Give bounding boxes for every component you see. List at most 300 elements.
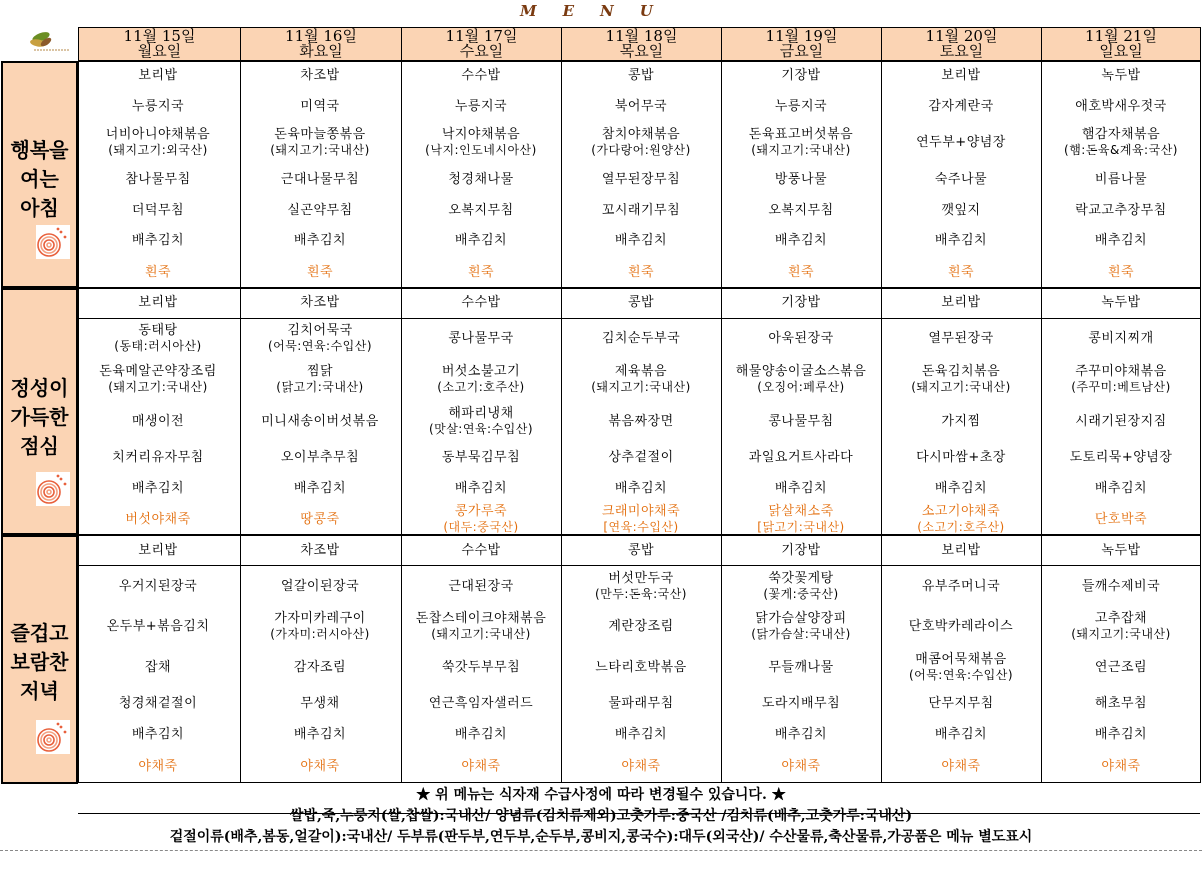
meal-label-line: 점심 — [20, 434, 59, 458]
day-date: 11월 15일 — [123, 27, 196, 45]
day-date: 11월 17일 — [445, 27, 518, 45]
menu-item-name: 배추김치 — [454, 232, 508, 248]
day-date: 11월 18일 — [605, 27, 678, 45]
menu-item-name: 돈찹스테이크야채볶음 — [415, 611, 547, 626]
menu-item-name: 기장밥 — [781, 542, 821, 558]
day-weekday: 월요일 — [137, 42, 182, 60]
note-line: ★ 위 메뉴는 식자재 수급사정에 따라 변경될수 있습니다. ★ — [416, 787, 786, 803]
menu-item-name: 배추김치 — [774, 480, 828, 496]
day-header — [78, 27, 241, 61]
porridge-item — [881, 758, 1041, 775]
menu-item-name: 배추김치 — [614, 480, 668, 496]
menu-item-origin: (주꾸미:베트남산) — [1071, 380, 1171, 394]
menu-item — [240, 610, 400, 642]
day-header — [401, 27, 562, 61]
menu-item-name: 보리밥 — [941, 67, 981, 83]
menu-item — [721, 202, 881, 219]
menu-item-name: 아욱된장국 — [768, 330, 834, 346]
menu-item — [401, 171, 561, 188]
row-divider — [78, 782, 1200, 783]
menu-item — [401, 695, 561, 712]
porridge-item — [401, 758, 561, 775]
day-date: 11월 19일 — [765, 27, 838, 45]
menu-item-name: 무생채 — [300, 695, 340, 711]
menu-item-name: 상추겉절이 — [608, 449, 674, 465]
menu-item — [78, 413, 238, 430]
day-header — [561, 27, 722, 61]
menu-item — [881, 726, 1041, 743]
row-divider — [78, 318, 1200, 319]
menu-item-name: 흰죽 — [787, 264, 815, 280]
day-header — [881, 27, 1042, 61]
menu-item-name: 배추김치 — [293, 480, 347, 496]
menu-item — [1041, 542, 1201, 559]
menu-item — [240, 67, 400, 84]
menu-item-name: 열무된장무침 — [601, 171, 681, 187]
menu-item-name: 근대나물무침 — [280, 171, 360, 187]
menu-item — [78, 695, 238, 712]
menu-item-origin: (만두:돈육:국산) — [594, 587, 687, 601]
menu-item-name: 청경채겉절이 — [118, 695, 198, 711]
menu-item — [78, 67, 238, 84]
menu-item — [78, 659, 238, 676]
menu-item-name: 해물양송이굴소스볶음 — [735, 364, 867, 379]
menu-item — [1041, 726, 1201, 743]
menu-item-origin: (돼지고기:국내산) — [911, 380, 1011, 394]
meal-label-line: 정성이 — [10, 376, 69, 400]
porridge-item — [78, 511, 238, 528]
menu-item-name: 온두부+볶음김치 — [106, 618, 210, 634]
menu-item-origin: (소고기:호주산) — [437, 380, 525, 394]
menu-item-name: 낙지야채볶음 — [441, 127, 521, 142]
menu-item-origin: (돼지고기:국내산) — [270, 143, 370, 157]
day-weekday: 수요일 — [459, 42, 504, 60]
menu-item — [561, 659, 721, 676]
menu-item-name: 연근조림 — [1094, 659, 1148, 675]
meal-label-line: 아침 — [20, 196, 59, 220]
menu-item — [881, 449, 1041, 466]
menu-item — [721, 413, 881, 430]
menu-item-name: 연두부+양념장 — [916, 134, 1006, 150]
menu-item — [401, 294, 561, 311]
menu-item — [1041, 449, 1201, 466]
menu-item — [240, 659, 400, 676]
menu-item-origin: [닭고기:국내산) — [757, 520, 845, 534]
menu-item-name: 시래기된장지짐 — [1075, 413, 1167, 429]
meal-label-line: 행복을 — [10, 138, 69, 162]
menu-item — [1041, 202, 1201, 219]
menu-item-name: 콩밥 — [627, 542, 655, 558]
menu-title: MENU — [520, 2, 679, 20]
meal-label — [1, 288, 78, 535]
menu-item — [721, 232, 881, 249]
menu-item — [240, 294, 400, 311]
menu-item-origin: (어묵:연육:수입산) — [908, 668, 1014, 682]
menu-item-name: 배추김치 — [131, 726, 185, 742]
menu-item — [881, 294, 1041, 311]
menu-item-name: 꼬시래기무침 — [601, 202, 681, 218]
menu-item-name: 수수밥 — [461, 542, 501, 558]
menu-item-name: 야채죽 — [300, 758, 340, 774]
menu-item-origin: (돼지고기:외국산) — [108, 143, 208, 157]
menu-item — [881, 202, 1041, 219]
menu-item-name: 야채죽 — [781, 758, 821, 774]
menu-item-name: 햄감자채볶음 — [1081, 127, 1161, 142]
menu-item — [721, 695, 881, 712]
row-divider — [78, 61, 1200, 62]
menu-item-name: 누릉지국 — [774, 98, 828, 114]
porridge-item — [721, 758, 881, 775]
menu-item — [561, 98, 721, 115]
menu-item-origin: (낙지:인도네시아산) — [425, 143, 537, 157]
menu-item-name: 도라지배무침 — [761, 695, 841, 711]
menu-item-name: 야채죽 — [621, 758, 661, 774]
menu-item-origin: (햄:돈육&계육:국산) — [1064, 143, 1178, 157]
day-date: 11월 20일 — [925, 27, 998, 45]
menu-item-name: 단호박카레라이스 — [908, 618, 1014, 634]
porridge-item — [240, 264, 400, 281]
menu-item-name: 콩나물무침 — [768, 413, 834, 429]
menu-item-name: 땅콩죽 — [300, 511, 340, 527]
row-divider — [78, 565, 1200, 566]
menu-item — [1041, 98, 1201, 115]
menu-item-name: 감자조림 — [293, 659, 347, 675]
menu-item — [401, 232, 561, 249]
menu-item — [1041, 610, 1201, 642]
menu-item-name: 배추김치 — [293, 726, 347, 742]
day-date: 11월 16일 — [285, 27, 357, 45]
menu-item — [881, 413, 1041, 430]
menu-item-name: 연근흑임자샐러드 — [428, 695, 534, 711]
menu-item — [401, 405, 561, 437]
menu-item-origin: (돼지고기:국내산) — [591, 380, 691, 394]
menu-item-name: 누릉지국 — [454, 98, 508, 114]
menu-item-origin: (닭고기:국내산) — [276, 380, 364, 394]
menu-item — [401, 98, 561, 115]
day-header — [1041, 27, 1201, 61]
menu-item — [401, 542, 561, 559]
menu-item-name: 제육볶음 — [614, 364, 668, 379]
menu-item-name: 흰죽 — [947, 264, 975, 280]
menu-item-origin: (가다랑어:원양산) — [591, 143, 691, 157]
menu-item-origin: [연육:수입산) — [603, 520, 679, 534]
porridge-item — [881, 503, 1041, 535]
menu-item-name: 보리밥 — [941, 294, 981, 310]
menu-item-origin: (가자미:러시아산) — [270, 627, 370, 641]
menu-item — [401, 726, 561, 743]
menu-item-name: 우거지된장국 — [118, 578, 198, 594]
menu-item-name: 미역국 — [300, 98, 340, 114]
menu-item-name: 근대된장국 — [448, 578, 514, 594]
menu-item — [721, 726, 881, 743]
menu-item-name: 수수밥 — [461, 294, 501, 310]
menu-item — [881, 232, 1041, 249]
menu-item — [78, 232, 238, 249]
menu-item-name: 배추김치 — [131, 480, 185, 496]
menu-item — [401, 330, 561, 347]
menu-item-name: 참나물무침 — [125, 171, 191, 187]
menu-item-name: 배추김치 — [934, 480, 988, 496]
menu-item-name: 기장밥 — [781, 294, 821, 310]
menu-item-origin: (오징어:페루산) — [757, 380, 845, 394]
menu-item — [1041, 67, 1201, 84]
porridge-item — [561, 503, 721, 535]
menu-item-name: 배추김치 — [293, 232, 347, 248]
menu-item-name: 매생이전 — [131, 413, 185, 429]
menu-item — [721, 449, 881, 466]
porridge-item — [1041, 511, 1201, 528]
meal-label-line: 보람찬 — [10, 650, 69, 674]
menu-item-name: 북어무국 — [614, 98, 668, 114]
menu-item-name: 오복지무침 — [448, 202, 514, 218]
porridge-item — [401, 264, 561, 281]
porridge-item — [561, 264, 721, 281]
menu-item — [240, 98, 400, 115]
menu-item — [1041, 363, 1201, 395]
menu-item-name: 해초무침 — [1094, 695, 1148, 711]
menu-item — [721, 294, 881, 311]
menu-item — [1041, 330, 1201, 347]
menu-item — [78, 542, 238, 559]
menu-item-name: 차조밥 — [300, 542, 340, 558]
menu-item — [1041, 171, 1201, 188]
menu-item-name: 김치어묵국 — [287, 323, 353, 338]
porridge-item — [78, 758, 238, 775]
menu-item-name: 배추김치 — [454, 726, 508, 742]
menu-item — [1041, 413, 1201, 430]
menu-item — [721, 126, 881, 158]
divider — [0, 850, 1202, 851]
menu-item-name: 돈육메알곤약장조림 — [99, 364, 217, 379]
meal-label-line: 여는 — [20, 167, 59, 191]
menu-item-name: 유부주머니국 — [921, 578, 1001, 594]
menu-item — [561, 726, 721, 743]
menu-item-name: 참치야채볶음 — [601, 127, 681, 142]
menu-item — [561, 171, 721, 188]
menu-item-name: 단호박죽 — [1094, 511, 1148, 527]
menu-item — [401, 67, 561, 84]
menu-item-name: 배추김치 — [614, 726, 668, 742]
porridge-item — [78, 264, 238, 281]
menu-item — [1041, 578, 1201, 595]
menu-item — [561, 695, 721, 712]
menu-item-origin: (동태:러시아산) — [114, 339, 202, 353]
menu-item-name: 감자계란국 — [928, 98, 994, 114]
menu-grid — [78, 61, 1200, 783]
menu-item-name: 흰죽 — [144, 264, 172, 280]
menu-item — [78, 171, 238, 188]
menu-item — [401, 578, 561, 595]
menu-item — [240, 480, 400, 497]
porridge-item — [240, 511, 400, 528]
menu-item-name: 볶음짜장면 — [608, 413, 674, 429]
day-weekday: 화요일 — [299, 42, 343, 60]
menu-item-name: 보리밥 — [941, 542, 981, 558]
menu-item-name: 쑥갓꽃게탕 — [768, 571, 834, 586]
menu-item — [78, 363, 238, 395]
menu-item — [401, 126, 561, 158]
menu-item — [240, 726, 400, 743]
menu-item-name: 콩밥 — [627, 67, 655, 83]
menu-item — [721, 610, 881, 642]
menu-item-name: 동부묵김무침 — [441, 449, 521, 465]
menu-item-name: 콩나물무국 — [448, 330, 514, 346]
menu-item-name: 야채죽 — [461, 758, 501, 774]
menu-item — [401, 659, 561, 676]
orange-swirl-icon — [36, 225, 70, 259]
menu-item — [78, 578, 238, 595]
menu-item-name: 과일요거트사라다 — [748, 449, 854, 465]
meal-label-line: 즐겁고 — [10, 621, 69, 645]
menu-item-origin: (소고기:호주산) — [917, 520, 1005, 534]
menu-item — [881, 618, 1041, 635]
menu-item-name: 돈육마늘쫑볶음 — [274, 127, 366, 142]
menu-item — [561, 413, 721, 430]
menu-item-name: 실곤약무침 — [287, 202, 353, 218]
menu-item-origin: (닭가슴살:국내산) — [751, 627, 851, 641]
menu-item — [78, 618, 238, 635]
day-weekday: 토요일 — [939, 42, 984, 60]
day-weekday: 목요일 — [619, 42, 664, 60]
menu-item-origin: (돼지고기:국내산) — [1071, 627, 1171, 641]
menu-item-name: 매콤어묵채볶음 — [915, 652, 1007, 667]
menu-item-name: 청경채나물 — [448, 171, 514, 187]
meal-label-line: 가득한 — [10, 405, 69, 429]
menu-item-name: 고추잡채 — [1094, 611, 1148, 626]
menu-item — [881, 363, 1041, 395]
menu-item-name: 단무지무침 — [928, 695, 994, 711]
menu-item-name: 가자미카레구이 — [274, 611, 366, 626]
menu-item — [1041, 480, 1201, 497]
menu-item — [561, 330, 721, 347]
menu-item-name: 배추김치 — [454, 480, 508, 496]
menu-item — [561, 363, 721, 395]
menu-item — [561, 542, 721, 559]
menu-item-origin: (어묵:연육:수입산) — [267, 339, 373, 353]
menu-item-name: 크래미야채죽 — [601, 504, 681, 519]
menu-item-name: 기장밥 — [781, 67, 821, 83]
menu-item — [240, 363, 400, 395]
menu-item-origin: (돼지고기:국내산) — [431, 627, 531, 641]
menu-item-name: 배추김치 — [774, 726, 828, 742]
menu-item — [561, 570, 721, 602]
menu-item — [240, 449, 400, 466]
menu-item — [561, 618, 721, 635]
menu-item-name: 소고기야채죽 — [921, 504, 1001, 519]
note-line: 겉절이류(배추,봄동,얼갈이):국내산/ 두부류(판두부,연두부,순두부,콩비지,콩국수):대두(외국산)/ 수산물류,축산물류,가공품은 메뉴 별도표시 — [169, 829, 1033, 845]
leaf-logo-icon — [26, 28, 74, 54]
menu-item-name: 도토리묵+양념장 — [1069, 449, 1173, 465]
orange-swirl-icon — [36, 720, 70, 754]
menu-item-name: 다시마쌈+초장 — [916, 449, 1006, 465]
menu-item — [881, 134, 1041, 151]
menu-item-name: 수수밥 — [461, 67, 501, 83]
menu-item-name: 열무된장국 — [928, 330, 994, 346]
menu-item-name: 가지찜 — [941, 413, 981, 429]
menu-item — [721, 67, 881, 84]
menu-item — [561, 294, 721, 311]
menu-item — [881, 480, 1041, 497]
menu-item — [721, 330, 881, 347]
menu-item — [561, 232, 721, 249]
menu-item-name: 계란장조림 — [608, 618, 674, 634]
menu-item-name: 녹두밥 — [1101, 67, 1141, 83]
meal-label — [1, 61, 78, 288]
menu-item-name: 동태탕 — [138, 323, 178, 338]
menu-item — [78, 449, 238, 466]
menu-item — [881, 695, 1041, 712]
menu-item — [240, 413, 400, 430]
menu-item-name: 보리밥 — [138, 67, 178, 83]
menu-item-name: 찜닭 — [306, 364, 334, 379]
menu-item-name: 차조밥 — [300, 67, 340, 83]
menu-item — [721, 363, 881, 395]
menu-item — [401, 449, 561, 466]
meal-label-line: 저녁 — [20, 679, 59, 703]
menu-item-name: 치커리유자무침 — [112, 449, 204, 465]
menu-item — [881, 67, 1041, 84]
day-header — [721, 27, 882, 61]
menu-item-name: 쑥갓두부무침 — [441, 659, 521, 675]
menu-item — [1041, 659, 1201, 676]
menu-item-name: 락교고추장무침 — [1075, 202, 1167, 218]
day-header — [240, 27, 402, 61]
notes — [0, 785, 1202, 848]
menu-item-origin: (돼지고기:국내산) — [108, 380, 208, 394]
menu-item-origin: (돼지고기:국내산) — [751, 143, 851, 157]
menu-item-name: 김치순두부국 — [601, 330, 681, 346]
menu-item-name: 닭가슴살양장피 — [755, 611, 847, 626]
menu-item-name: 닭살채소죽 — [768, 504, 834, 519]
menu-item-name: 야채죽 — [1101, 758, 1141, 774]
menu-item-name: 배추김치 — [131, 232, 185, 248]
menu-item — [240, 202, 400, 219]
menu-item-name: 잡채 — [144, 659, 172, 675]
menu-item-origin: (꽃게:중국산) — [763, 587, 839, 601]
menu-item-name: 보리밥 — [138, 542, 178, 558]
menu-item-name: 돈육김치볶음 — [921, 364, 1001, 379]
porridge-item — [881, 264, 1041, 281]
menu-item-name: 콩가루죽 — [454, 504, 508, 519]
menu-item — [78, 126, 238, 158]
menu-item — [240, 695, 400, 712]
menu-item — [721, 570, 881, 602]
menu-item-name: 흰죽 — [627, 264, 655, 280]
menu-item-name: 너비아니야채볶음 — [105, 127, 211, 142]
menu-item-name: 배추김치 — [934, 726, 988, 742]
porridge-item — [561, 758, 721, 775]
porridge-item — [721, 264, 881, 281]
menu-item-name: 흰죽 — [467, 264, 495, 280]
menu-item — [78, 294, 238, 311]
menu-item — [1041, 232, 1201, 249]
menu-item — [881, 171, 1041, 188]
menu-item — [561, 67, 721, 84]
menu-item — [240, 542, 400, 559]
menu-item-name: 배추김치 — [1094, 232, 1148, 248]
day-weekday: 일요일 — [1099, 42, 1143, 60]
menu-item — [78, 202, 238, 219]
menu-item — [721, 542, 881, 559]
menu-item-name: 방풍나물 — [774, 171, 828, 187]
menu-item-name: 애호박새우젓국 — [1075, 98, 1167, 114]
menu-item — [401, 610, 561, 642]
menu-item-name: 배추김치 — [774, 232, 828, 248]
menu-item — [1041, 126, 1201, 158]
menu-item — [881, 651, 1041, 683]
menu-item-name: 해파리냉채 — [448, 406, 514, 421]
menu-item — [78, 98, 238, 115]
